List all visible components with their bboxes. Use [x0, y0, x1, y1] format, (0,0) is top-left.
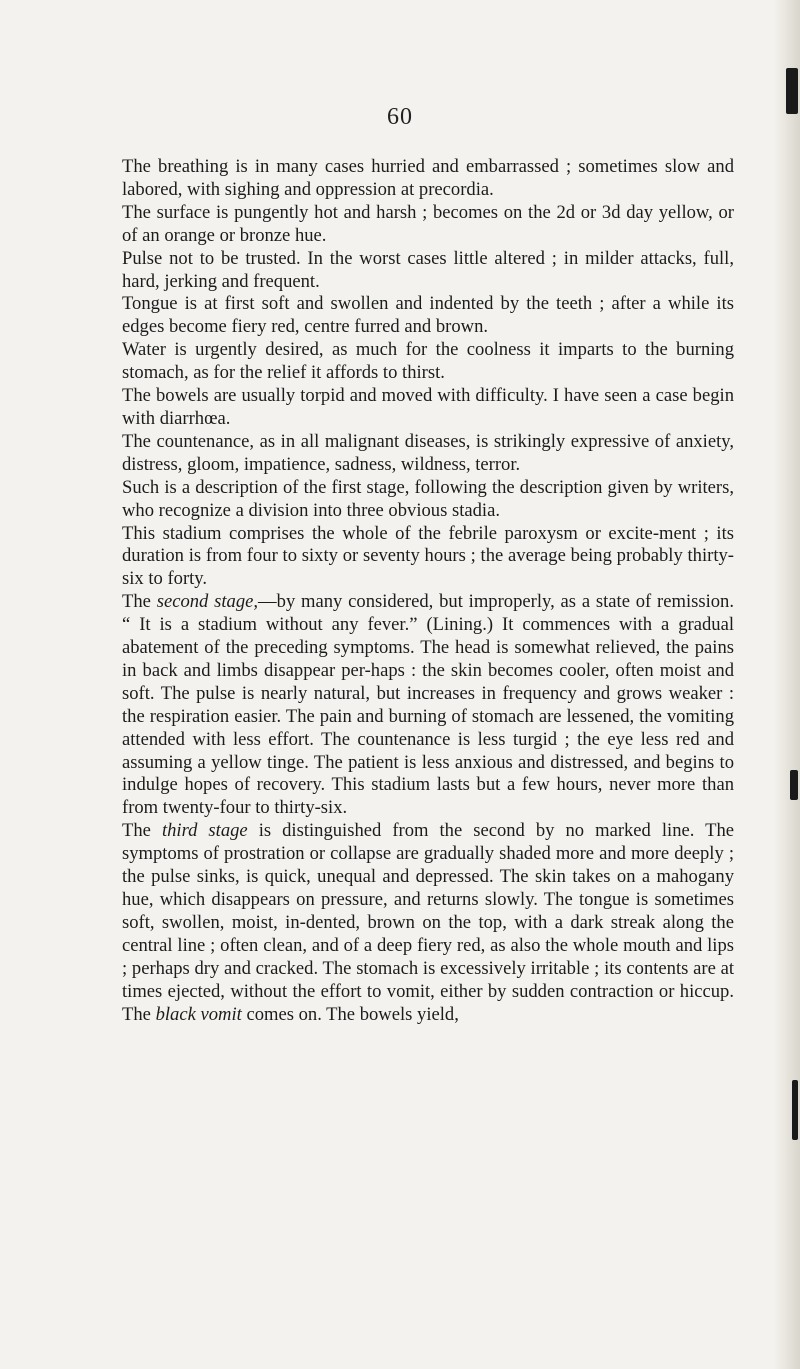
paragraph-breathing: The breathing is in many cases hurried and embarrassed ; sometimes slow and labored, with sighing and oppression at precordia. [122, 156, 734, 200]
paragraph-tongue: Tongue is at first soft and swollen and indented by the teeth ; after a while its edges become fiery red, centre furred and brown. [122, 293, 734, 338]
paragraph-countenance: The countenance, as in all malignant diseases, is strikingly expressive of anxiety, distress, gloom, impatience, sadness, wildness, terror. [122, 430, 734, 475]
paragraph-bowels: The bowels are usually torpid and moved with difficulty. I have seen a case begin with diarrhœa. [122, 385, 734, 429]
third-stage-lead: The [122, 820, 162, 842]
paragraph-water: Water is urgently desired, as much for the coolness it imparts to the burning stomach, as for the relief it affords to thirst. [122, 339, 734, 384]
paragraph-third-stage [122, 820, 734, 1026]
body-text [122, 156, 734, 1026]
paragraph-pulse: Pulse not to be trusted. In the worst cases little altered ; in milder attacks, full, hard, jerking and frequent. [122, 247, 734, 292]
third-stage-heading: third stage [161, 820, 248, 842]
paragraph-second-stage [122, 591, 734, 820]
edge-mark [792, 1080, 798, 1140]
paragraph-surface: The surface is pungently hot and harsh ; becomes on the 2d or 3d day yellow, or of an orange or bronze hue. [122, 201, 734, 246]
edge-mark [786, 68, 798, 114]
second-stage-heading: second stage, [156, 591, 259, 613]
third-stage-tail: comes on. The bowels yield, [241, 1003, 459, 1025]
black-vomit-term: black vomit [155, 1003, 242, 1025]
page-edge [774, 0, 800, 1369]
paragraph-first-stage: Such is a description of the first stage, following the description given by writers, who recognize a division into three obvious stadia. [122, 476, 734, 521]
second-stage-text: —by many considered, but improperly, as a state of remission. “ It is a stadium without any fever.” (Lining.) It commences with a gradual abatement of the preceding symptoms. The head is somewhat relieved, the pains in back and limbs disappear per-haps : the skin becomes cooler, often moist and soft. The pulse is nearly natural, but increases in frequency and grows weaker : the respiration easier. The pain and burning of stomach are lessened, the vomiting attended with less effort. The countenance is less turgid ; the eye less red and assuming a yellow tinge. The patient is less anxious and distressed, and begins to indulge hopes of recovery. This stadium lasts but a few hours, never more than from twenty-four to thirty-six. [122, 591, 734, 819]
second-stage-lead: The [122, 591, 157, 613]
edge-mark [790, 770, 798, 800]
page-number: 60 [387, 104, 413, 130]
paragraph-stadium-duration: This stadium comprises the whole of the febrile paroxysm or excite-ment ; its duration is from four to sixty or seventy hours ; the average being probably thirty-six to forty. [122, 522, 734, 590]
third-stage-text: is distinguished from the second by no marked line. The symptoms of prostration or collapse are gradually shaded more and more deeply ; the pulse sinks, is quick, unequal and depressed. The skin takes on a mahogany hue, which disappears on pressure, and returns slowly. The tongue is sometimes soft, swollen, moist, in-dented, brown on the top, with a dark streak along the central line ; often clean, and of a deep fiery red, as also the whole mouth and lips ; perhaps dry and cracked. The stomach is excessively irritable ; its contents are at times ejected, without the effort to vomit, either by sudden contraction or hiccup. The [122, 820, 735, 1025]
